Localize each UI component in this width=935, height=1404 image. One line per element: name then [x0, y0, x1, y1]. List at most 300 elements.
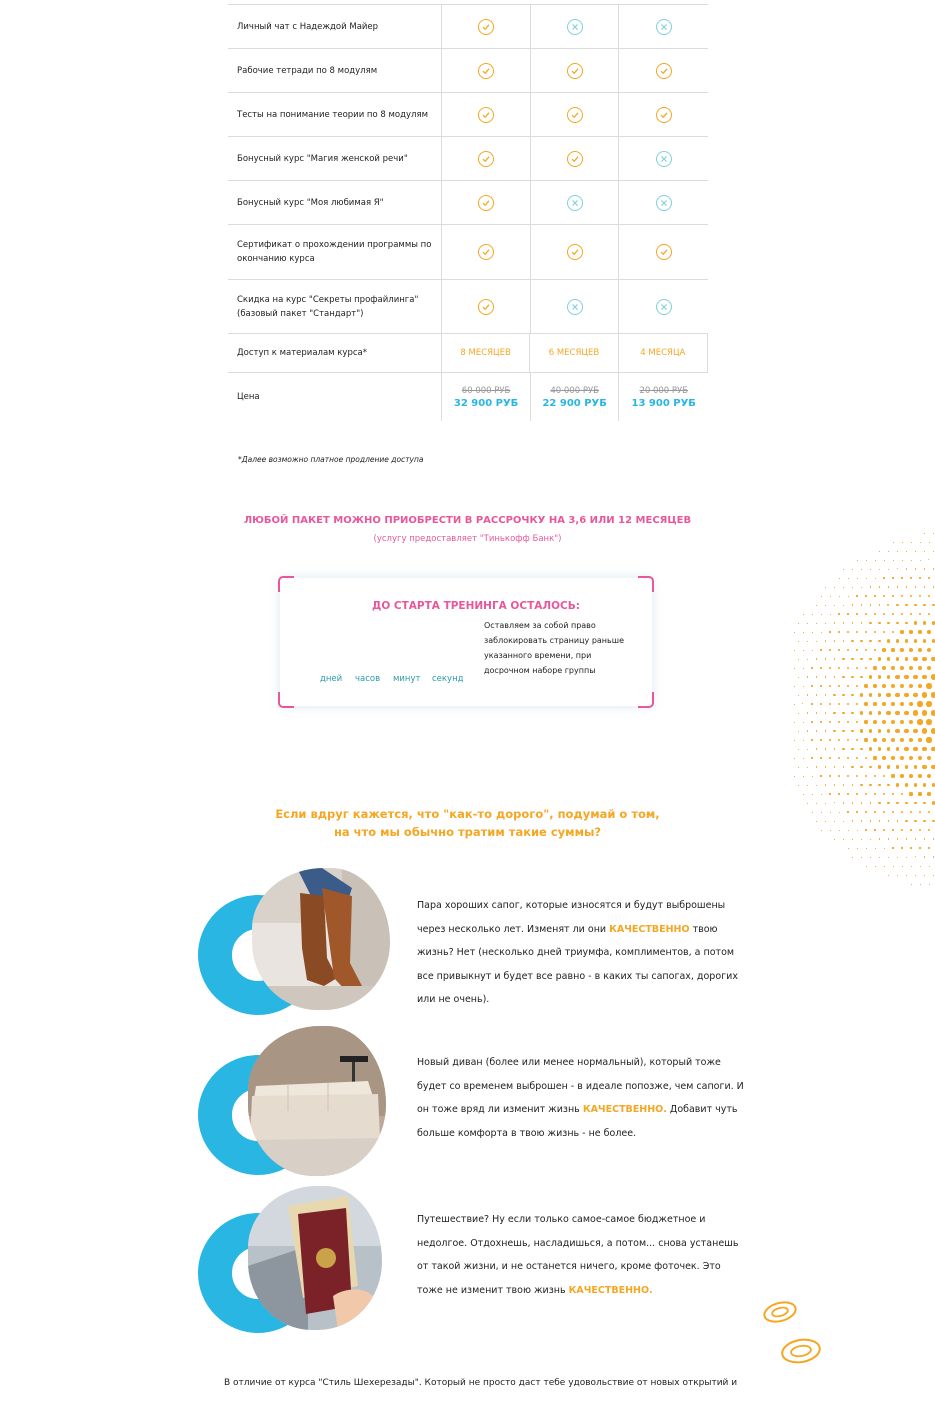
- countdown-days: дней: [320, 674, 343, 684]
- halftone-dot: [919, 577, 921, 579]
- halftone-dot: [896, 783, 899, 786]
- halftone-dot: [794, 758, 795, 759]
- halftone-dot: [794, 686, 795, 687]
- halftone-dot: [834, 640, 835, 641]
- row-label: Скидка на курс "Секреты профайлинга" (базовый пакет "Стандарт"): [237, 294, 419, 319]
- halftone-dot: [932, 783, 935, 787]
- halftone-dot: [847, 793, 849, 795]
- check-icon: [567, 244, 583, 260]
- check-icon: [478, 299, 494, 315]
- halftone-dot: [891, 720, 895, 724]
- halftone-dot: [927, 774, 931, 778]
- halftone-dot: [851, 676, 854, 679]
- halftone-dot: [825, 640, 826, 641]
- halftone-dot: [816, 676, 817, 677]
- halftone-dot: [878, 622, 880, 624]
- halftone-dot: [917, 719, 922, 724]
- halftone-dot: [869, 711, 872, 714]
- halftone-dot: [884, 848, 885, 849]
- check-icon: [656, 107, 672, 123]
- halftone-dot: [807, 767, 808, 768]
- halftone-dot: [905, 765, 909, 769]
- halftone-dot: [860, 784, 862, 786]
- table-cell: [530, 137, 619, 180]
- halftone-dot: [869, 640, 872, 643]
- halftone-dot: [906, 875, 907, 876]
- cross-icon: [656, 151, 672, 167]
- halftone-dot: [829, 631, 830, 632]
- halftone-dot: [812, 776, 813, 777]
- halftone-dot: [834, 587, 835, 588]
- check-icon: [567, 63, 583, 79]
- halftone-dot: [847, 703, 850, 706]
- halftone-dot: [914, 783, 917, 786]
- row-label: Доступ к материалам курса*: [237, 348, 367, 358]
- halftone-dot: [834, 766, 836, 768]
- halftone-dot: [933, 856, 934, 857]
- halftone-dot: [869, 747, 872, 750]
- halftone-dot: [851, 694, 854, 697]
- halftone-dot: [888, 569, 889, 570]
- halftone-dot: [922, 710, 927, 715]
- halftone-dot: [923, 604, 926, 607]
- check-icon: [478, 151, 494, 167]
- halftone-dot: [825, 803, 826, 804]
- halftone-dot: [807, 641, 808, 642]
- halftone-dot: [861, 622, 863, 624]
- halftone-dot: [878, 765, 881, 768]
- halftone-dot: [892, 793, 895, 796]
- halftone-dot: [922, 747, 927, 752]
- halftone-dot: [794, 740, 795, 741]
- halftone-dot: [798, 731, 799, 732]
- halftone-dot: [906, 568, 907, 569]
- halftone-dot: [905, 622, 908, 625]
- halftone-dot: [851, 748, 854, 751]
- row-label: Рабочие тетради по 8 модулям: [237, 65, 378, 76]
- halftone-dot: [816, 694, 817, 695]
- halftone-dot: [861, 604, 862, 605]
- halftone-dot: [918, 630, 921, 633]
- halftone-dot: [843, 640, 845, 642]
- halftone-dot: [924, 568, 925, 569]
- halftone-dot: [803, 758, 804, 759]
- halftone-dot: [891, 738, 895, 742]
- halftone-dot: [856, 757, 859, 760]
- halftone-dot: [825, 712, 827, 714]
- halftone-dot: [888, 875, 889, 876]
- old-price: 20 000 РУБ: [639, 385, 689, 396]
- halftone-dot: [901, 577, 902, 578]
- halftone-dot: [887, 639, 890, 642]
- halftone-dot: [842, 748, 844, 750]
- halftone-dot: [926, 737, 931, 742]
- halftone-dot: [910, 613, 913, 616]
- check-icon: [567, 151, 583, 167]
- halftone-dot: [887, 675, 891, 679]
- halftone-dot: [866, 578, 867, 579]
- halftone-dot: [811, 757, 812, 758]
- halftone-dot: [911, 542, 912, 543]
- halftone-dot: [798, 749, 799, 750]
- halftone-dot: [896, 604, 898, 606]
- halftone-dot: [860, 748, 863, 751]
- halftone-dot: [812, 650, 813, 651]
- halftone-dot: [919, 613, 922, 616]
- halftone-dot: [807, 712, 808, 713]
- table-cell: [618, 225, 708, 279]
- halftone-dot: [870, 604, 872, 606]
- halftone-dot: [924, 533, 925, 534]
- table-cell: [618, 137, 708, 180]
- halftone-dot: [888, 586, 889, 587]
- halftone-dot: [851, 640, 853, 642]
- halftone-dot: [821, 614, 822, 615]
- halftone-dot: [887, 784, 890, 787]
- halftone-dot: [887, 604, 889, 606]
- halftone-dot: [834, 676, 836, 678]
- cross-icon: [656, 195, 672, 211]
- halftone-dot: [920, 542, 921, 543]
- halftone-dot: [879, 569, 880, 570]
- halftone-dot: [924, 551, 925, 552]
- table-cell: [618, 373, 708, 421]
- halftone-dot: [842, 712, 844, 714]
- halftone-dot: [923, 783, 927, 787]
- installment-subtitle: (услугу предоставляет "Тинькофф Банк"): [373, 534, 562, 544]
- halftone-dot: [847, 757, 849, 759]
- row-label: Цена: [237, 392, 260, 402]
- halftone-dot: [909, 792, 912, 795]
- halftone-dot: [904, 675, 908, 679]
- halftone-dot: [927, 630, 931, 634]
- halftone-dot: [874, 595, 875, 596]
- halftone-dot: [887, 622, 890, 625]
- halftone-dot: [904, 747, 908, 751]
- table-cell: [618, 5, 708, 48]
- halftone-dot: [834, 605, 835, 606]
- table-cell: [530, 280, 619, 333]
- halftone-dot: [802, 703, 803, 704]
- halftone-dot: [852, 622, 854, 624]
- halftone-dot: [929, 884, 930, 885]
- sofa-image: [248, 1026, 386, 1176]
- halftone-dot: [807, 730, 808, 731]
- cross-icon: [567, 299, 583, 315]
- cross-icon: [567, 19, 583, 35]
- halftone-dot: [918, 774, 922, 778]
- halftone-dot: [860, 658, 863, 661]
- table-row: [228, 93, 708, 137]
- table-row: [228, 5, 708, 49]
- halftone-dot: [807, 803, 808, 804]
- halftone-dot: [811, 721, 812, 722]
- halftone-dot: [851, 658, 853, 660]
- halftone-dot: [891, 666, 895, 670]
- question-line-2: на что мы обычно тратим такие суммы?: [333, 825, 602, 839]
- cross-icon: [656, 299, 672, 315]
- halftone-dot: [866, 848, 867, 849]
- halftone-dot: [864, 702, 867, 705]
- halftone-dot: [811, 739, 812, 740]
- halftone-dot: [878, 657, 881, 660]
- halftone-dot: [866, 560, 867, 561]
- halftone-dot: [861, 857, 862, 858]
- countdown-title: ДО СТАРТА ТРЕНИНГА ОСТАЛОСЬ:: [372, 600, 580, 612]
- halftone-dot: [838, 739, 840, 741]
- halftone-dot: [891, 774, 894, 777]
- cross-icon: [656, 19, 672, 35]
- halftone-dot: [838, 793, 839, 794]
- halftone-dot: [875, 848, 876, 849]
- halftone-dot: [882, 684, 886, 688]
- table-cell: [441, 334, 529, 372]
- halftone-dot: [811, 685, 812, 686]
- halftone-dot: [900, 756, 904, 760]
- halftone-dot: [833, 730, 835, 732]
- halftone-dot: [931, 747, 935, 752]
- halftone-dot: [820, 667, 821, 668]
- item-sofa-text: Новый диван (более или менее нормальный), который тоже будет со временем выброшен - в идеале попозже, чем сапоги. И он тоже вряд ли изменит жизнь КАЧЕСТВЕННО. Добавит чуть больше комфорта в твою жизнь - не более.: [417, 1057, 744, 1139]
- halftone-dot: [896, 622, 899, 625]
- halftone-dot: [870, 802, 872, 804]
- halftone-dot: [920, 884, 921, 885]
- new-price: 13 900 РУБ: [631, 397, 696, 409]
- halftone-dot: [913, 710, 918, 715]
- table-row-access: [228, 334, 708, 373]
- halftone-dot: [933, 586, 935, 588]
- halftone-dot: [905, 639, 908, 642]
- table-cell: [530, 93, 619, 136]
- halftone-dot: [878, 747, 881, 750]
- halftone-dot: [820, 685, 822, 687]
- halftone-dot: [852, 784, 854, 786]
- halftone-dot: [926, 683, 931, 688]
- halftone-dot: [900, 630, 903, 633]
- halftone-dot: [905, 802, 908, 805]
- halftone-dot: [887, 765, 890, 768]
- halftone-dot: [893, 560, 894, 561]
- halftone-dot: [839, 596, 840, 597]
- halftone-dot: [821, 632, 822, 633]
- halftone-dot: [895, 693, 899, 697]
- table-cell: [618, 334, 707, 372]
- check-icon: [567, 107, 583, 123]
- halftone-dot: [861, 587, 862, 588]
- halftone-dot: [821, 794, 822, 795]
- halftone-dot: [906, 586, 908, 588]
- halftone-dot: [927, 648, 931, 652]
- row-label: Бонусный курс "Магия женской речи": [237, 153, 408, 164]
- halftone-dot: [933, 568, 934, 569]
- halftone-dot: [900, 666, 904, 670]
- halftone-dot: [816, 605, 817, 606]
- halftone-dot: [856, 739, 859, 742]
- halftone-dot: [834, 802, 835, 803]
- halftone-dot: [834, 748, 836, 750]
- countdown-hours: часов: [355, 674, 381, 684]
- halftone-dot: [893, 542, 894, 543]
- halftone-dot: [839, 578, 840, 579]
- halftone-dot: [878, 693, 882, 697]
- halftone-dot: [861, 802, 863, 804]
- halftone-dot: [900, 774, 903, 777]
- halftone-dot: [860, 729, 863, 732]
- halftone-dot: [843, 622, 844, 623]
- halftone-dot: [924, 875, 925, 876]
- halftone-dot: [794, 668, 795, 669]
- halftone-dot: [878, 784, 881, 787]
- halftone-dot: [928, 847, 929, 848]
- halftone-dot: [928, 559, 929, 560]
- check-icon: [478, 244, 494, 260]
- halftone-dot: [913, 729, 918, 734]
- halftone-dot: [896, 639, 899, 642]
- table-cell: [530, 5, 619, 48]
- halftone-dot: [856, 685, 859, 688]
- halftone-dot: [927, 792, 930, 795]
- halftone-dot: [860, 693, 863, 696]
- halftone-dot: [922, 675, 927, 680]
- table-cell: [441, 137, 530, 180]
- halftone-dot: [883, 595, 885, 597]
- halftone-dot: [816, 730, 817, 731]
- halftone-dot: [816, 712, 817, 713]
- halftone-dot: [902, 542, 903, 543]
- halftone-dot: [803, 722, 804, 723]
- halftone-dot: [820, 703, 822, 705]
- halftone-dot: [909, 702, 914, 707]
- passport-image: [248, 1186, 382, 1330]
- halftone-dot: [873, 702, 877, 706]
- countdown-minutes: минут: [393, 674, 421, 684]
- halftone-dot: [838, 631, 839, 632]
- halftone-dot: [915, 568, 916, 569]
- item-boots-text: Пара хороших сапог, которые износятся и будут выброшены через несколько лет. Изменят ли они КАЧЕСТВЕННО твою жизнь? Нет (несколько дней триумфа, комплиментов, а потом все привыкнут и будет все равно - в каких ты сапогах, дорогих или не очень).: [417, 900, 738, 1005]
- halftone-dot: [897, 586, 899, 588]
- halftone-dot: [847, 685, 850, 688]
- halftone-dot: [842, 676, 844, 678]
- halftone-dot: [919, 847, 920, 848]
- halftone-dot: [931, 674, 935, 679]
- boots-image: [252, 868, 390, 1010]
- halftone-dot: [803, 632, 804, 633]
- table-row: [228, 280, 708, 334]
- halftone-dot: [798, 767, 799, 768]
- halftone-dot: [856, 649, 858, 651]
- halftone-dot: [904, 711, 909, 716]
- halftone-dot: [833, 712, 835, 714]
- halftone-dot: [923, 621, 926, 624]
- check-icon: [478, 63, 494, 79]
- halftone-dot: [911, 866, 912, 867]
- halftone-dot: [909, 648, 913, 652]
- halftone-dot: [820, 721, 822, 723]
- halftone-dot: [888, 551, 889, 552]
- halftone-dot: [851, 766, 853, 768]
- halftone-dot: [874, 649, 877, 652]
- halftone-dot: [866, 866, 867, 867]
- halftone-dot: [864, 720, 867, 723]
- access-duration: 8 МЕСЯЦЕВ: [460, 348, 511, 358]
- halftone-dot: [887, 747, 891, 751]
- halftone-dot: [820, 739, 822, 741]
- halftone-dot: [913, 657, 917, 661]
- halftone-dot: [848, 578, 849, 579]
- halftone-dot: [794, 776, 795, 777]
- halftone-dot: [803, 794, 804, 795]
- halftone-dot: [794, 722, 795, 723]
- halftone-dot: [847, 739, 849, 741]
- halftone-dot: [852, 569, 853, 570]
- halftone-dot: [933, 533, 934, 534]
- halftone-dot: [926, 719, 931, 724]
- table-cell: [530, 49, 619, 92]
- halftone-dot: [919, 595, 921, 597]
- halftone-dot: [816, 766, 817, 767]
- item-passport-text: Путешествие? Ну если только самое-самое бюджетное и недолгое. Отдохнешь, насладишься, а потом... снова устанешь от такой жизни, и не останется ничего, кроме фоточек. Это тоже не изменит твою жизнь КАЧЕСТВЕННО.: [417, 1214, 739, 1296]
- halftone-dot: [865, 613, 867, 615]
- halftone-dot: [895, 675, 899, 679]
- halftone-dot: [918, 792, 921, 795]
- halftone-dot: [852, 604, 853, 605]
- countdown-box: [280, 578, 652, 706]
- table-cell: [618, 181, 708, 224]
- halftone-dot: [905, 783, 908, 786]
- table-row-price: [228, 373, 708, 421]
- halftone-dot: [825, 623, 826, 624]
- halftone-dot: [888, 857, 889, 858]
- halftone-dot: [914, 621, 917, 624]
- countdown-seconds: секунд: [432, 674, 464, 684]
- halftone-dot: [848, 848, 849, 849]
- halftone-dot: [922, 765, 926, 769]
- halftone-dot: [878, 711, 882, 715]
- halftone-dot: [874, 793, 876, 795]
- halftone-dot: [798, 659, 799, 660]
- halftone-dot: [807, 676, 808, 677]
- halftone-dot: [847, 649, 849, 651]
- halftone-dot: [803, 668, 804, 669]
- halftone-dot: [900, 684, 904, 688]
- halftone-dot: [869, 784, 871, 786]
- halftone-dot: [848, 596, 849, 597]
- new-price: 32 900 РУБ: [453, 397, 519, 409]
- halftone-dot: [851, 730, 854, 733]
- halftone-dot: [829, 721, 831, 723]
- halftone-dot: [897, 875, 898, 876]
- access-duration: 4 МЕСЯЦА: [640, 348, 686, 358]
- halftone-dot: [856, 595, 857, 596]
- halftone-dot: [852, 857, 853, 858]
- halftone-dot: [821, 596, 822, 597]
- halftone-dot: [891, 756, 895, 760]
- halftone-dot: [915, 856, 916, 857]
- installment-title: ЛЮБОЙ ПАКЕТ МОЖНО ПРИОБРЕСТИ В РАССРОЧКУ НА 3,6 ИЛИ 12 МЕСЯЦЕВ: [243, 515, 692, 526]
- halftone-dot: [794, 704, 795, 705]
- halftone-dot: [917, 701, 922, 706]
- halftone-dot: [820, 757, 821, 758]
- halftone-dot: [856, 775, 858, 777]
- halftone-decoration: [790, 520, 935, 900]
- halftone-dot: [873, 756, 876, 759]
- table-row: [228, 225, 708, 280]
- table-cell: [441, 225, 530, 279]
- halftone-dot: [869, 693, 872, 696]
- halftone-dot: [892, 595, 894, 597]
- halftone-dot: [874, 775, 877, 778]
- halftone-dot: [843, 569, 844, 570]
